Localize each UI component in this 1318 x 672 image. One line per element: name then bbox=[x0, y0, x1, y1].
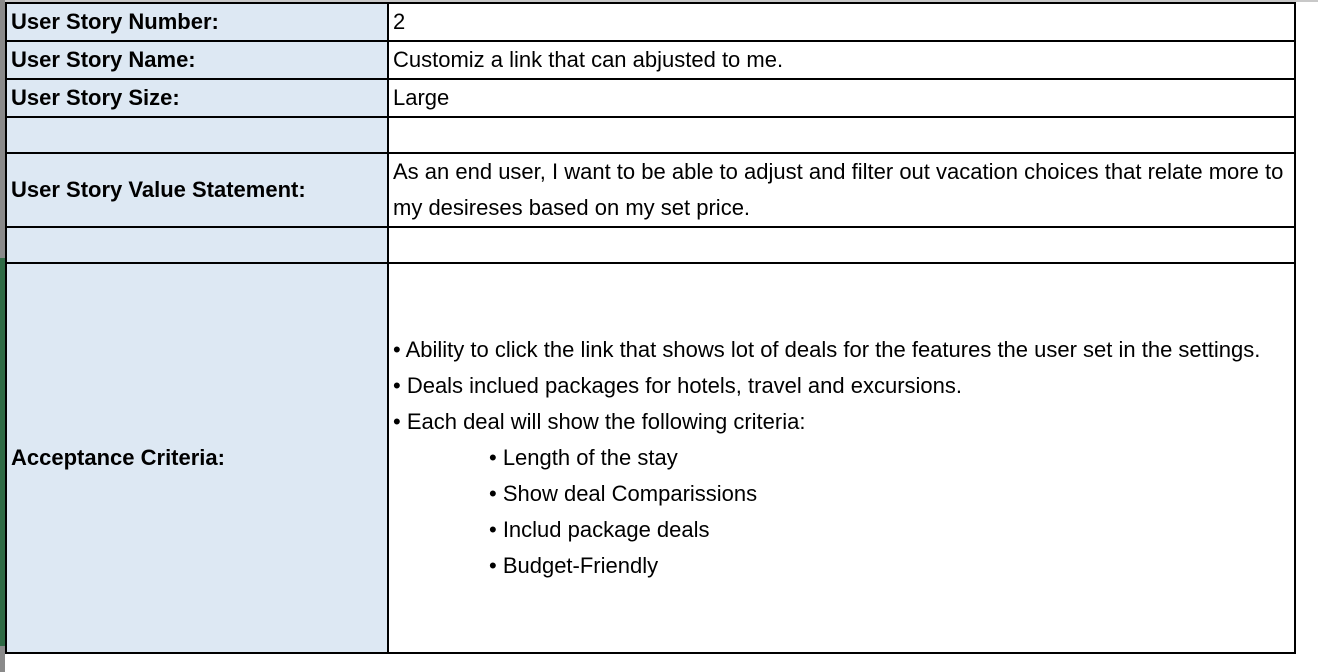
sub-criteria-item: • Show deal Comparissions bbox=[489, 481, 758, 506]
value-statement-value[interactable]: As an end user, I want to be able to adjust and filter out vacation choices that relate more to my desireses based on my set price. bbox=[388, 153, 1295, 227]
user-story-table bbox=[5, 2, 1296, 654]
story-name-value[interactable]: Customiz a link that can abjusted to me. bbox=[388, 41, 1295, 79]
blank-value-cell-2[interactable] bbox=[388, 227, 1295, 263]
story-size-label[interactable]: User Story Size: bbox=[6, 79, 388, 117]
criteria-item: • Deals inclued packages for hotels, travel and excursions. bbox=[393, 373, 963, 398]
story-name-label[interactable]: User Story Name: bbox=[6, 41, 388, 79]
story-number-value[interactable]: 2 bbox=[388, 3, 1295, 41]
acceptance-criteria-label[interactable]: Acceptance Criteria: bbox=[6, 263, 388, 653]
sub-criteria-item: • Includ package deals bbox=[489, 517, 710, 542]
story-number-label[interactable]: User Story Number: bbox=[6, 3, 388, 41]
sub-criteria-item: • Length of the stay bbox=[489, 445, 678, 470]
row-story-name bbox=[6, 41, 1295, 79]
row-acceptance-criteria bbox=[6, 263, 1295, 653]
row-blank bbox=[6, 117, 1295, 153]
blank-label-cell-2[interactable] bbox=[6, 227, 388, 263]
value-statement-label[interactable]: User Story Value Statement: bbox=[6, 153, 388, 227]
row-value-statement bbox=[6, 153, 1295, 227]
criteria-item: • Ability to click the link that shows lot of deals for the features the user set in the settings. bbox=[393, 337, 1261, 362]
criteria-item: • Each deal will show the following criteria: bbox=[393, 409, 806, 434]
sub-criteria-item: • Budget-Friendly bbox=[489, 553, 659, 578]
blank-label-cell[interactable] bbox=[6, 117, 388, 153]
blank-value-cell[interactable] bbox=[388, 117, 1295, 153]
acceptance-criteria-value[interactable] bbox=[388, 263, 1295, 653]
row-story-size bbox=[6, 79, 1295, 117]
row-story-number bbox=[6, 3, 1295, 41]
row-blank-2 bbox=[6, 227, 1295, 263]
story-size-value[interactable]: Large bbox=[388, 79, 1295, 117]
